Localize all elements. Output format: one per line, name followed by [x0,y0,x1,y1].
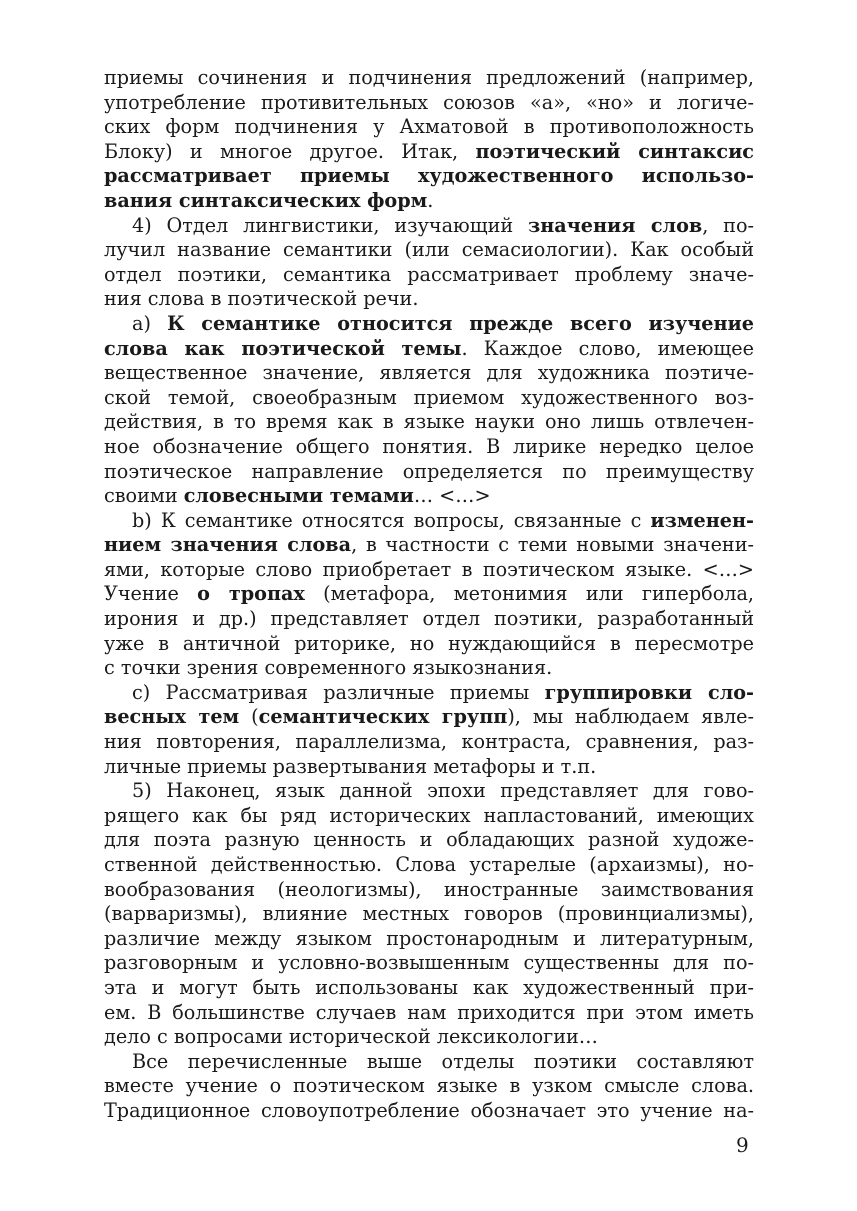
bold-term: нием значения слова [104,533,352,557]
text-line: нием значения слова, в частности с теми новыми значени- [104,533,754,557]
bold-term: К семантике относится прежде всего изучение [167,311,754,335]
text-line: Все перечисленные выше отделы поэтики составляют [132,1049,754,1073]
bold-term: слова как поэтической темы [104,336,462,360]
text-line: ирония и др.) представляет отдел поэтики, разработанный [104,607,754,631]
text-line: вещественное значение, является для художника поэтиче- [104,361,754,385]
text-line: употребление противительных союзов «а», «но» и логиче- [104,90,754,114]
text-line: своими словесными темами… <…> [104,484,491,508]
text-line: Традиционное словоупотребление обозначает это учение на- [104,1098,754,1122]
paragraph-3 [104,312,754,509]
bold-term: группировки сло- [544,680,754,704]
bold-term: семантических групп [258,705,508,729]
text-line: b) К семантике относятся вопросы, связанные с изменен- [132,508,754,532]
paragraph-5 [104,681,754,779]
paragraph-2 [104,214,754,312]
text-line: эта и могут быть использованы как художественный при- [104,975,754,999]
text-line: рящего как бы ряд исторических напластований, имеющих [104,803,754,827]
paragraph-4 [104,509,754,681]
bold-term: словесными темами [183,484,414,508]
page-number: 9 [736,1133,749,1157]
text-line: вместе учение о поэтическом языке в узком смысле слова. [104,1074,754,1098]
text-line: Учение о тропах (метафора, метонимия или гипербола, [104,582,754,606]
text-line: дело с вопросами исторической лексикологии… [104,1025,598,1049]
text-line: ное обозначение общего понятия. В лирике нередко целое [104,434,754,458]
text-line: Блоку) и многое другое. Итак, поэтический синтаксис [104,139,754,163]
text-line: приемы сочинения и подчинения предложений (например, [104,66,754,89]
text-line: весных тем (семантических групп), мы наблюдаем явле- [104,705,755,729]
text-line: ственной действенностью. Слова устарелые (архаизмы), но- [104,853,754,876]
text-line: 4) Отдел лингвистики, изучающий значения слов, по- [132,213,754,237]
text-line: слова как поэтической темы. Каждое слово, имеющее [104,336,754,360]
bold-term: весных тем [104,705,240,729]
text-line: вообразования (неологизмы), иностранные заимствования [104,877,754,901]
document-page [104,66,754,1124]
bold-term: значения слов [528,213,703,237]
text-line: личные приемы развертывания метафоры и т.п. [104,754,597,778]
bold-term: вания синтаксических форм [104,188,428,212]
text-line: уже в античной риторике, но нуждающийся в пересмотре [104,631,754,655]
text-line: ния повторения, параллелизма, контраста, сравнения, раз- [104,730,754,754]
paragraph-6 [104,779,754,1050]
bold-term: о тропах [197,582,305,606]
text-line: с) Рассматривая различные приемы группировки сло- [132,680,754,704]
text-line: для поэта разную ценность и обладающих разной художе- [104,828,754,852]
text-line: разговорным и условно-возвышенным существенны для по- [104,951,754,975]
text-line: (варваризмы), влияние местных говоров (провинциализмы), [104,902,754,926]
text-line: вания синтаксических форм. [104,188,434,212]
text-line: 5) Наконец, язык данной эпохи представляет для гово- [132,779,754,803]
text-line: поэтическое направление определяется по преимуществу [104,459,754,483]
text-line: ских форм подчинения у Ахматовой в противоположность [104,115,754,139]
bold-term: поэтический синтаксис [475,139,754,163]
text-line: ской темой, своеобразным приемом художественного воз- [104,385,754,409]
paragraph-7 [104,1050,754,1124]
text-line: ем. В большинстве случаев нам приходится при этом иметь [104,1000,754,1024]
text-line: отдел поэтики, семантика рассматривает проблему значе- [104,262,754,286]
text-line: ями, которые слово приобретает в поэтическом языке. <…> [104,557,754,581]
text-line: лучил название семантики (или семасиологии). Как особый [104,238,754,262]
bold-term: рассматривает приемы художественного использо- [104,164,754,188]
text-line: действия, в то время как в языке науки оно лишь отвлечен- [104,410,754,434]
text-line: различие между языком простонародным и литературным, [104,926,754,950]
text-line: с точки зрения современного языкознания. [104,656,553,680]
text-line [104,164,754,189]
paragraph-1 [104,66,754,214]
text-line: ния слова в поэтической речи. [104,287,419,311]
text-line: а) К семантике относится прежде всего изучение [132,311,754,335]
bold-term: изменен- [650,508,754,532]
